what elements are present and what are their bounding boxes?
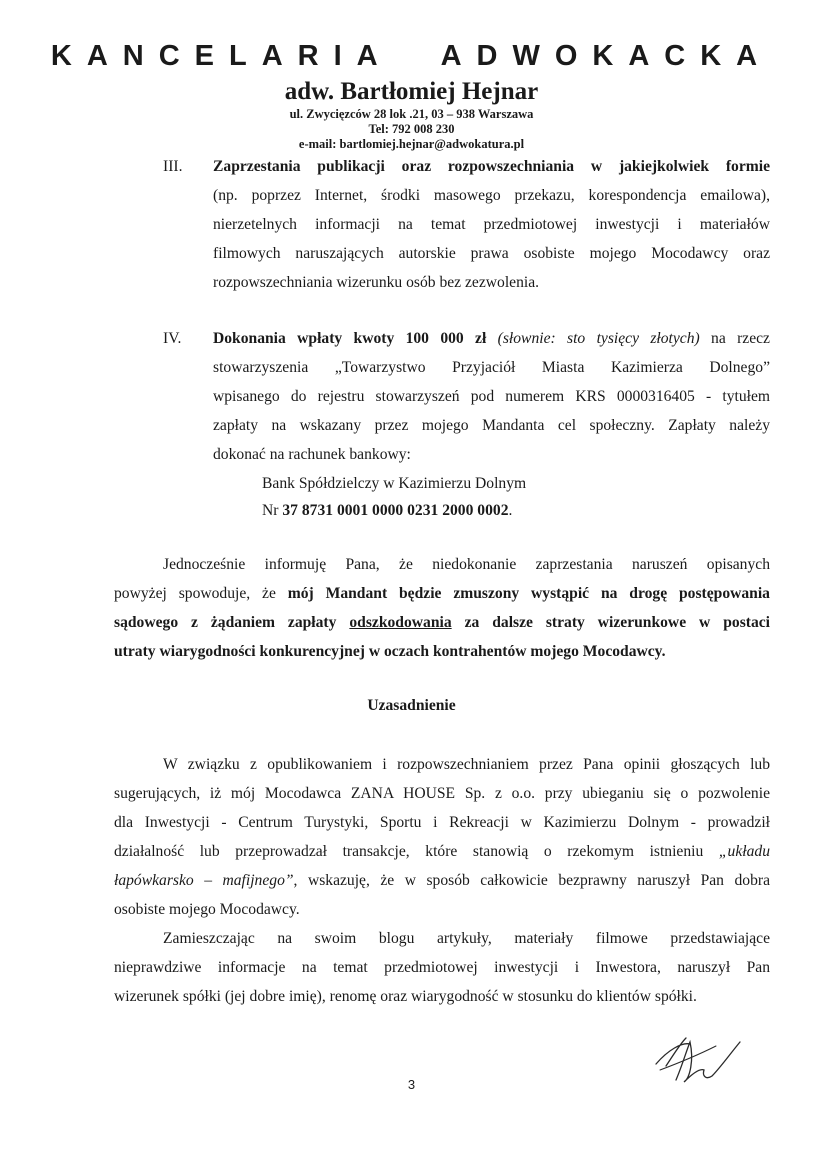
notice-line2-normal: powyżej spowoduje, że — [114, 585, 276, 602]
notice-line2-bold: mój Mandant będzie zmuszony wystąpić na drogę postępowania — [287, 585, 770, 602]
item4-line4: zapłaty na wskazany przez mojego Mandanta cel społeczny. Zapłaty należy — [213, 417, 770, 434]
firm-name — [0, 40, 823, 73]
para1-line5-normal: , wskazuję, że w sposób całkowicie bezprawny naruszył Pan dobra — [293, 872, 770, 889]
item3-line3: nierzetelnych informacji na temat przedmiotowej inwestycji i materiałów — [213, 216, 770, 233]
section-heading: Uzasadnienie — [367, 697, 456, 714]
item3-bold-lead: Zaprzestania publikacji oraz rozpowszechniania w jakiejkolwiek formie — [213, 158, 770, 175]
para1-line5 — [114, 866, 770, 895]
notice-line3 — [114, 608, 770, 637]
item4-line5: dokonać na rachunek bankowy: — [213, 446, 411, 463]
para1-line4-normal: działalność lub przeprowadzał transakcje, które stanowią o rzekomym istnieniu — [114, 843, 704, 860]
firm-name-word2: ADWOKACKA — [440, 40, 773, 72]
account-number: 37 8731 0001 0000 0231 2000 0002 — [282, 502, 509, 519]
notice-line4-bold: utraty wiarygodności konkurencyjnej w oczach kontrahentów mojego Mocodawcy. — [114, 643, 666, 660]
para2-line1: Zamieszczając na swoim blogu artykuły, materiały filmowe przedstawiające — [163, 930, 770, 947]
account-suffix: . — [508, 502, 513, 519]
para2-line3: wizerunek spółki (jej dobre imię), renomę oraz wiarygodność w stosunku do klientów spółki. — [114, 988, 697, 1005]
para1-line2: sugerujących, iż mój Mocodawca ZANA HOUSE Sp. z o.o. przy ubieganiu się o pozwolenie — [114, 785, 770, 802]
account-prefix: Nr — [262, 502, 279, 519]
notice-line2 — [114, 579, 770, 608]
notice-line4 — [114, 637, 770, 666]
item4-line3: wpisanego do rejestru stowarzyszeń pod numerem KRS 0000316405 - tytułem — [213, 388, 770, 405]
bank-account — [262, 496, 762, 525]
item4-amount-words: (słownie: sto tysięcy złotych) — [497, 330, 700, 347]
item4-line1-end: na rzecz — [711, 330, 770, 347]
firm-name-word1: KANCELARIA — [50, 40, 393, 72]
notice-line3-bold-a: sądowego z żądaniem zapłaty — [114, 614, 337, 631]
notice-line1: Jednocześnie informuję Pana, że niedokonanie zaprzestania naruszeń opisanych — [163, 556, 770, 573]
office-address: ul. Zwycięzców 28 lok .21, 03 – 938 Warszawa — [289, 107, 534, 121]
item3-line1 — [213, 152, 770, 181]
notice-line3-bold-b: za dalsze straty wizerunkowe w postaci — [464, 614, 771, 631]
para2-line2: nieprawdziwe informacje na temat przedmiotowej inwestycji i Inwestora, naruszył Pan — [114, 959, 770, 976]
item4-amount: Dokonania wpłaty kwoty 100 000 zł — [213, 330, 487, 347]
para1-line3: dla Inwestycji - Centrum Turystyki, Sportu i Rekreacji w Kazimierzu Dolnym - prowadził — [114, 814, 770, 831]
item4-line1 — [213, 324, 770, 353]
page-number: 3 — [407, 1077, 416, 1092]
para1-line1: W związku z opublikowaniem i rozpowszechnianiem przez Pana opinii głoszących lub — [163, 756, 770, 773]
item4-line2: stowarzyszenia „Towarzystwo Przyjaciół Miasta Kazimierza Dolnego” — [213, 359, 770, 376]
para1-line4-italic: „układu — [718, 843, 770, 860]
bank-name: Bank Spółdzielczy w Kazimierzu Dolnym — [262, 475, 527, 492]
notice-underlined-word: odszkodowania — [349, 614, 452, 631]
item3-line5: rozpowszechniania wizerunku osób bez zezwolenia. — [213, 274, 540, 291]
item-number-iv: IV. — [163, 330, 182, 347]
para1-line5-italic: łapówkarsko – mafijnego” — [114, 872, 294, 889]
lawyer-name: adw. Bartłomiej Hejnar — [284, 78, 539, 105]
para1-line4 — [114, 837, 770, 866]
office-email: e-mail: bartlomiej.hejnar@adwokatura.pl — [298, 137, 525, 151]
office-phone: Tel: 792 008 230 — [368, 122, 455, 136]
para1-line6: osobiste mojego Mocodawcy. — [114, 901, 300, 918]
item-number-iii: III. — [163, 158, 183, 175]
item3-line4: filmowych naruszających autorskie prawa osobiste mojego Mocodawcy oraz — [213, 245, 770, 262]
item3-line2: (np. poprzez Internet, środki masowego przekazu, korespondencja emailowa), — [213, 187, 770, 204]
